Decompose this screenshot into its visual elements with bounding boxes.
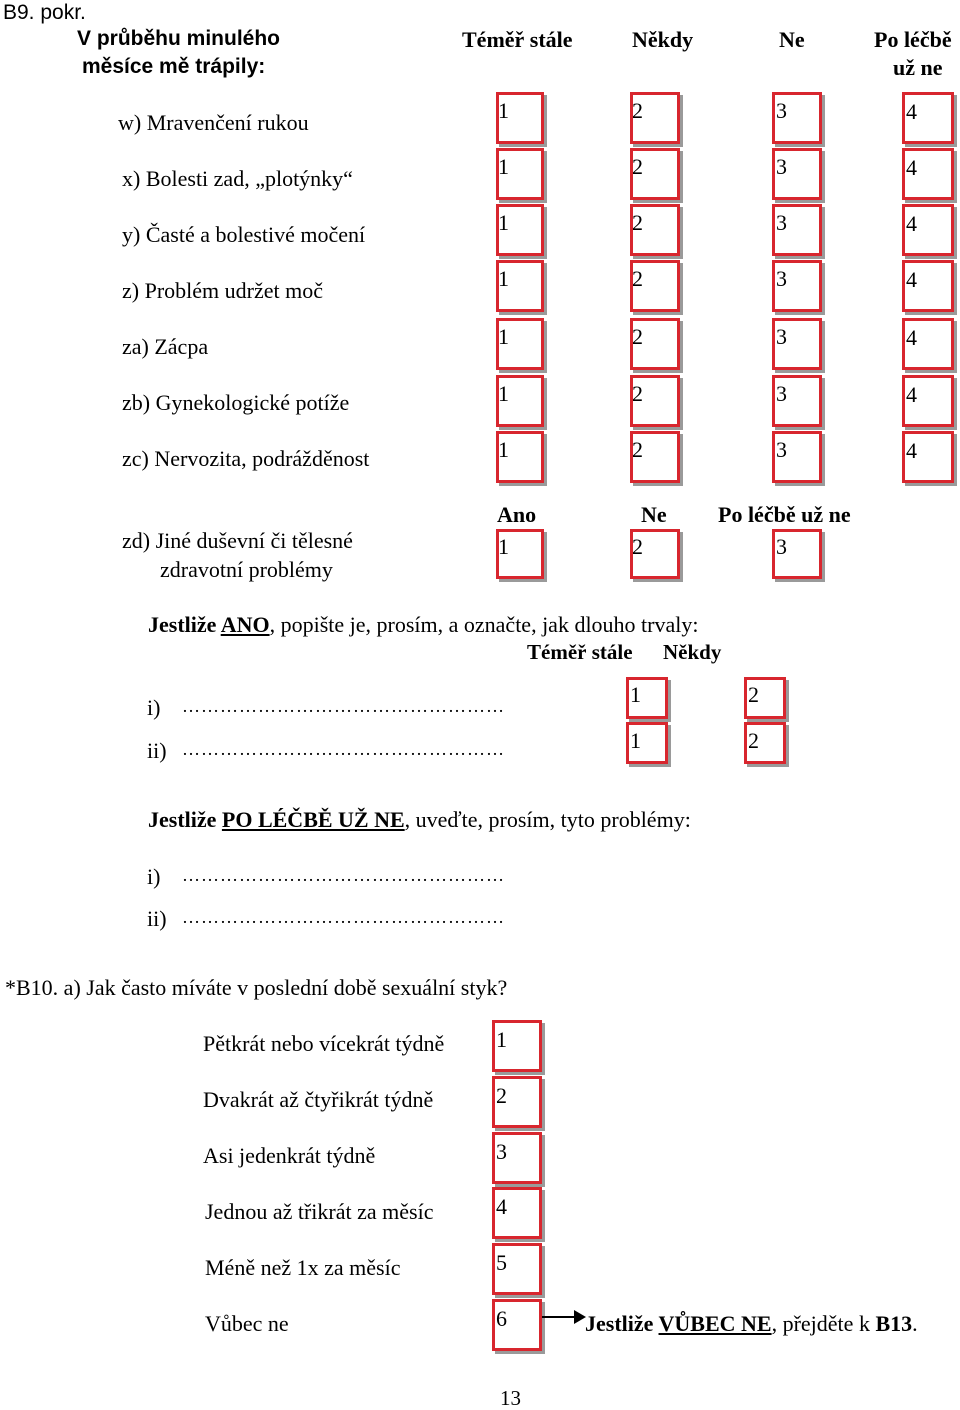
row-zb-checkbox-4[interactable] [902,375,954,427]
row-w-value-2: 2 [632,98,643,123]
zd-col-no: Ne [641,502,667,527]
row-zc-checkbox-2[interactable] [630,431,680,483]
row-x-value-3: 3 [776,154,787,179]
row-za-checkbox-2[interactable] [630,318,680,370]
row-label-za: za) Zácpa [122,334,209,359]
row-zb-checkbox-1[interactable] [496,375,544,427]
b10-option-6-value: 6 [496,1306,507,1331]
if-yes-item-2-value-2: 2 [748,728,759,753]
row-y-value-3: 3 [776,210,787,235]
col-header-almost-always: Téměř stále [462,27,573,52]
if-after-item-2-line[interactable]: …………………………………………… [182,907,505,927]
col-header-after-treatment-2: už ne [893,55,943,80]
zd-value-3: 3 [776,534,787,559]
row-za-checkbox-1[interactable] [496,318,544,370]
row-z-checkbox-3[interactable] [772,260,822,312]
b10-option-6-label: Vůbec ne [205,1311,289,1336]
row-y-checkbox-2[interactable] [630,204,680,256]
if-yes-item-2-value-1: 1 [630,728,641,753]
col-header-no: Ne [779,27,805,52]
row-w-value-3: 3 [776,98,787,123]
arrow-right-icon [542,1308,588,1328]
row-x-value-4: 4 [906,155,917,180]
if-yes-item-1-value-2: 2 [748,682,759,707]
col-header-after-treatment: Po léčbě [874,27,952,52]
row-z-checkbox-4[interactable] [902,260,954,312]
row-y-checkbox-3[interactable] [772,204,822,256]
if-yes-item-2-checkbox-1[interactable] [626,722,668,764]
row-label-y: y) Časté a bolestivé močení [122,222,366,247]
b10-option-1-label: Pětkrát nebo vícekrát týdně [203,1031,445,1056]
row-z-value-1: 1 [498,266,509,291]
if-after-item-2-label: ii) [147,906,167,931]
row-za-value-1: 1 [498,324,509,349]
page-number: 13 [500,1386,521,1410]
row-label-x: x) Bolesti zad, „plotýnky“ [122,166,353,191]
if-yes-item-1-label: i) [147,695,161,720]
row-x-checkbox-2[interactable] [630,148,680,200]
row-label-zc: zc) Nervozita, podrážděnost [122,446,370,471]
b10-option-2-checkbox[interactable] [492,1076,542,1128]
b10-option-3-value: 3 [496,1139,507,1164]
zd-col-after-treatment: Po léčbě už ne [718,502,851,527]
row-y-checkbox-4[interactable] [902,204,954,256]
row-label-zb: zb) Gynekologické potíže [122,390,350,415]
if-after-item-1-label: i) [147,864,161,889]
b10-option-6-checkbox[interactable] [492,1299,542,1351]
if-yes-instruction: Jestliže ANO, popište je, prosím, a označte, jak dlouho trvaly: [148,612,699,637]
row-w-value-4: 4 [906,99,917,124]
b10-skip-instruction: Jestliže VŮBEC NE, přejděte k B13. [585,1311,918,1336]
b10-option-4-label: Jednou až třikrát za měsíc [205,1199,434,1224]
if-yes-item-1-line[interactable]: …………………………………………… [182,696,505,716]
row-y-value-1: 1 [498,210,509,235]
if-yes-col-sometimes: Někdy [663,640,722,664]
b10-option-1-value: 1 [496,1027,507,1052]
question-line-1: V průběhu minulého [77,27,280,50]
row-zc-checkbox-1[interactable] [496,431,544,483]
row-z-value-2: 2 [632,266,643,291]
row-w-checkbox-4[interactable] [902,92,954,144]
row-y-checkbox-1[interactable] [496,204,544,256]
row-z-checkbox-1[interactable] [496,260,544,312]
if-yes-col-almost-always: Téměř stále [527,640,633,664]
row-za-checkbox-3[interactable] [772,318,822,370]
row-z-checkbox-2[interactable] [630,260,680,312]
zd-checkbox-3[interactable] [772,529,822,579]
if-after-instruction: Jestliže PO LÉČBĚ UŽ NE, uveďte, prosím, tyto problémy: [148,807,691,832]
row-x-checkbox-3[interactable] [772,148,822,200]
row-y-value-2: 2 [632,210,643,235]
if-yes-item-1-checkbox-2[interactable] [744,677,786,719]
b10-option-4-checkbox[interactable] [492,1187,542,1239]
b10-question: *B10. a) Jak často míváte v poslední době sexuální styk? [5,975,508,1000]
zd-checkbox-1[interactable] [496,529,544,579]
row-zb-value-4: 4 [906,382,917,407]
if-yes-item-1-checkbox-1[interactable] [626,677,668,719]
row-zb-value-3: 3 [776,381,787,406]
b10-option-3-checkbox[interactable] [492,1132,542,1184]
b10-option-2-value: 2 [496,1083,507,1108]
if-yes-item-2-line[interactable]: …………………………………………… [182,739,505,759]
row-za-value-4: 4 [906,325,917,350]
row-zc-value-1: 1 [498,437,509,462]
row-w-checkbox-2[interactable] [630,92,680,144]
zd-checkbox-2[interactable] [630,529,680,579]
row-za-checkbox-4[interactable] [902,318,954,370]
zd-label-line-1: zd) Jiné duševní či tělesné [122,528,353,553]
row-z-value-3: 3 [776,266,787,291]
b10-option-1-checkbox[interactable] [492,1020,542,1072]
row-zb-checkbox-2[interactable] [630,375,680,427]
zd-label-line-2: zdravotní problémy [160,557,333,582]
row-za-value-2: 2 [632,324,643,349]
row-zc-checkbox-3[interactable] [772,431,822,483]
zd-col-yes: Ano [497,502,537,527]
b10-option-5-value: 5 [496,1250,507,1275]
col-header-sometimes: Někdy [632,27,694,52]
section-label: B9. pokr. [3,1,86,24]
row-za-value-3: 3 [776,324,787,349]
zd-value-1: 1 [498,534,509,559]
b10-option-4-value: 4 [496,1194,507,1219]
row-label-w: w) Mravenčení rukou [118,110,309,135]
row-z-value-4: 4 [906,267,917,292]
row-x-checkbox-1[interactable] [496,148,544,200]
row-zc-value-2: 2 [632,437,643,462]
row-x-value-2: 2 [632,154,643,179]
row-w-checkbox-3[interactable] [772,92,822,144]
row-w-checkbox-1[interactable] [496,92,544,144]
b10-option-2-label: Dvakrát až čtyřikrát týdně [203,1087,434,1112]
row-y-value-4: 4 [906,211,917,236]
row-x-checkbox-4[interactable] [902,148,954,200]
row-zb-value-2: 2 [632,381,643,406]
row-zc-checkbox-4[interactable] [902,431,954,483]
if-after-item-1-line[interactable]: …………………………………………… [182,865,505,885]
if-yes-item-1-value-1: 1 [630,682,641,707]
row-zc-value-3: 3 [776,437,787,462]
if-yes-item-2-label: ii) [147,738,167,763]
b10-option-5-label: Méně než 1x za měsíc [205,1255,401,1280]
b10-option-3-label: Asi jedenkrát týdně [203,1143,376,1168]
row-label-z: z) Problém udržet moč [122,278,323,303]
row-x-value-1: 1 [498,154,509,179]
if-yes-item-2-checkbox-2[interactable] [744,722,786,764]
question-line-2: měsíce mě trápily: [82,55,266,78]
b10-option-5-checkbox[interactable] [492,1243,542,1295]
zd-value-2: 2 [632,534,643,559]
row-zb-checkbox-3[interactable] [772,375,822,427]
row-w-value-1: 1 [498,98,509,123]
row-zc-value-4: 4 [906,438,917,463]
row-zb-value-1: 1 [498,381,509,406]
